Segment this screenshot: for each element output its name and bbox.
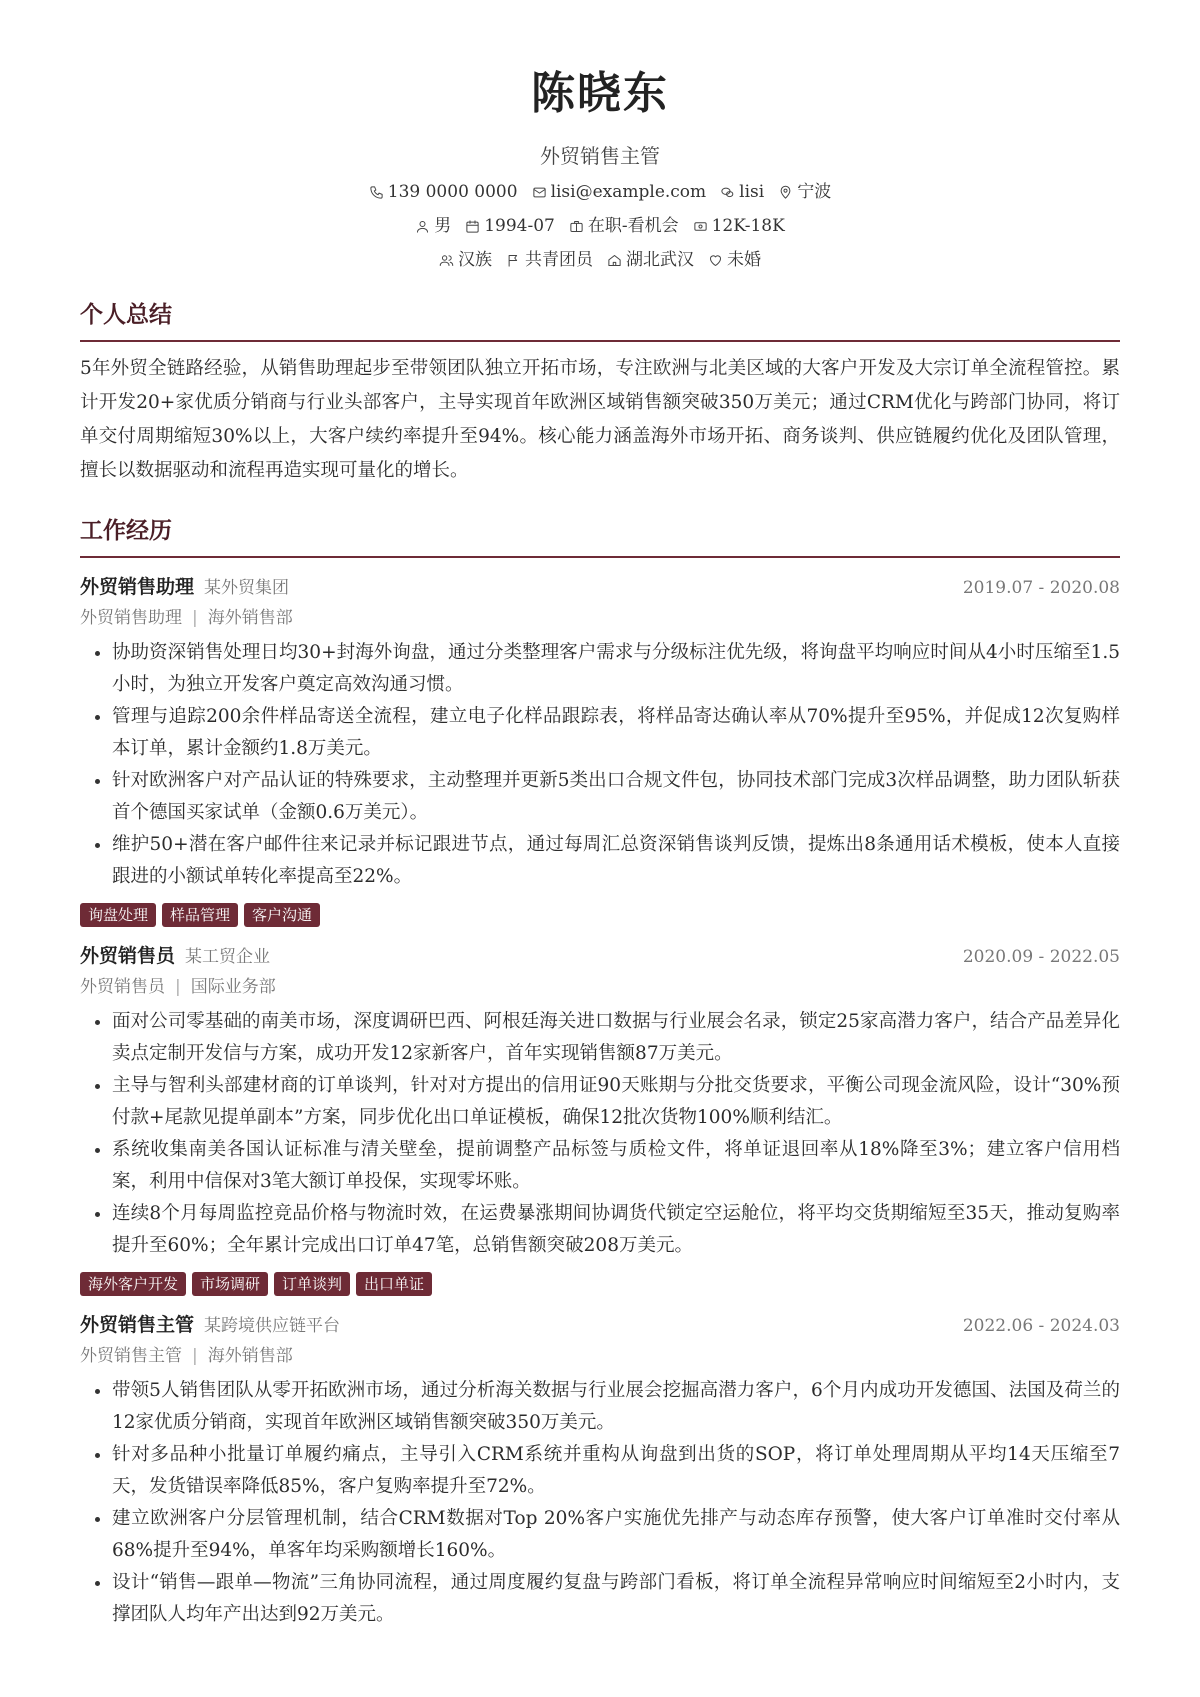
job-bullets (80, 637, 1120, 893)
skill-tag: 海外客户开发 (80, 1272, 186, 1296)
home-icon (607, 253, 622, 268)
summary-section (80, 298, 1120, 488)
contact-location-text: 宁波 (797, 182, 832, 202)
job-role: 外贸销售主管 (80, 1346, 182, 1366)
job-bullet: • 针对多品种小批量订单履约痛点，主导引入CRM系统并重构从询盘到出货的SOP，将订单处理周期从平均14天压缩至7天，发货错误率降低85%，客户复购率提升至72%。 (112, 1439, 1120, 1503)
skill-tag: 客户沟通 (244, 903, 320, 927)
contact-row-3 (80, 248, 1120, 272)
skill-tag: 样品管理 (162, 903, 238, 927)
job-head (80, 1310, 1120, 1341)
job-bullets (80, 1006, 1120, 1262)
job-title: 外贸销售主管 (80, 1314, 195, 1336)
user-icon (415, 219, 430, 234)
contact-phone (369, 180, 518, 204)
info-status-text: 在职-看机会 (587, 216, 679, 236)
contact-location (778, 180, 831, 204)
summary-text: 5年外贸全链路经验，从销售助理起步至带领团队独立开拓市场，专注欧洲与北美区域的大客户开发及大宗订单全流程管控。累计开发20+家优质分销商与行业头部客户，主导实现首年欧洲区域销售额突破350万美元；通过CRM优化与跨部门协同，将订单交付周期缩短30%以上，大客户续约率提升至94%。核心能力涵盖海外市场开拓、商务谈判、供应链履约优化及团队管理，擅长以数据驱动和流程再造实现可量化的增长。 (80, 358, 1120, 481)
job-subtitle-separator: | (192, 608, 198, 628)
job-subtitle (80, 603, 1120, 633)
job-head (80, 572, 1120, 603)
job-date: 2019.07 - 2020.08 (962, 578, 1120, 598)
contact-email-text: lisi@example.com (550, 182, 707, 202)
job-title: 外贸销售员 (80, 945, 176, 967)
candidate-title: 外贸销售主管 (540, 144, 660, 168)
contact-row-2 (80, 214, 1120, 238)
info-salary (693, 214, 785, 238)
summary-section-title: 个人总结 (80, 298, 1120, 342)
job-entry (80, 941, 1120, 1296)
job-subtitle-separator: | (175, 977, 181, 997)
contact-wechat (720, 180, 764, 204)
info-birth (465, 214, 555, 238)
phone-icon (369, 185, 384, 200)
mail-icon (532, 185, 547, 200)
briefcase-icon (569, 219, 584, 234)
job-subtitle (80, 1341, 1120, 1371)
info-politics-text: 共青团员 (525, 250, 593, 270)
job-role: 外贸销售助理 (80, 608, 182, 628)
job-role: 外贸销售员 (80, 977, 165, 997)
job-bullet: • 建立欧洲客户分层管理机制，结合CRM数据对Top 20%客户实施优先排产与动态库存预警，使大客户订单准时交付率从68%提升至94%，单客年均采购额增长160%。 (112, 1503, 1120, 1567)
job-dept: 国际业务部 (190, 977, 276, 997)
job-bullet: • 连续8个月每周监控竞品价格与物流时效，在运费暴涨期间协调货代锁定空运舱位，将平均交货期缩短至35天，推动复购率提升至60%；全年累计完成出口订单47笔，总销售额突破208万美元。 (112, 1198, 1120, 1262)
info-gender-text: 男 (434, 216, 452, 236)
candidate-name: 陈晓东 (531, 68, 669, 119)
info-ethnicity (439, 248, 492, 272)
info-status (569, 214, 679, 238)
job-company: 某工贸企业 (185, 947, 271, 967)
job-title-group (80, 1310, 340, 1341)
job-dept: 海外销售部 (207, 1346, 293, 1366)
experience-section-title: 工作经历 (80, 514, 1120, 558)
contact-row-1 (80, 180, 1120, 204)
job-date: 2020.09 - 2022.05 (962, 947, 1120, 967)
job-subtitle-separator: | (192, 1346, 198, 1366)
resume-header (80, 0, 1120, 272)
job-tags (80, 1272, 1120, 1296)
job-title: 外贸销售助理 (80, 576, 195, 598)
skill-tag: 市场调研 (192, 1272, 268, 1296)
info-gender (415, 214, 451, 238)
wechat-icon (720, 185, 735, 200)
job-bullet: • 带领5人销售团队从零开拓欧洲市场，通过分析海关数据与行业展会挖掘高潜力客户，6个月内成功开发德国、法国及荷兰的12家优质分销商，实现首年欧洲区域销售额突破350万美元。 (112, 1375, 1120, 1439)
info-salary-text: 12K-18K (711, 216, 785, 236)
job-company: 某跨境供应链平台 (204, 1316, 341, 1336)
job-tags (80, 903, 1120, 927)
job-dept: 海外销售部 (207, 608, 293, 628)
job-title-group (80, 941, 270, 972)
info-politics (506, 248, 593, 272)
job-bullet: • 系统收集南美各国认证标准与清关壁垒，提前调整产品标签与质检文件，将单证退回率从18%降至3%；建立客户信用档案，利用中信保对3笔大额订单投保，实现零坏账。 (112, 1134, 1120, 1198)
skill-tag: 出口单证 (356, 1272, 432, 1296)
job-title-group (80, 572, 289, 603)
skill-tag: 询盘处理 (80, 903, 156, 927)
job-bullets (80, 1375, 1120, 1631)
info-birth-text: 1994-07 (484, 216, 555, 236)
job-head (80, 941, 1120, 972)
info-marital-text: 未婚 (727, 250, 761, 270)
info-hometown (607, 248, 694, 272)
heart-icon (708, 253, 723, 268)
info-hometown-text: 湖北武汉 (626, 250, 694, 270)
job-bullet: • 设计“销售—跟单—物流”三角协同流程，通过周度履约复盘与跨部门看板，将订单全流程异常响应时间缩短至2小时内，支撑团队人均年产出达到92万美元。 (112, 1567, 1120, 1631)
job-bullet: • 维护50+潜在客户邮件往来记录并标记跟进节点，通过每周汇总资深销售谈判反馈，提炼出8条通用话术模板，使本人直接跟进的小额试单转化率提高至22%。 (112, 829, 1120, 893)
skill-tag: 订单谈判 (274, 1272, 350, 1296)
flag-icon (506, 253, 521, 268)
job-bullet: • 面对公司零基础的南美市场，深度调研巴西、阿根廷海关进口数据与行业展会名录，锁定25家高潜力客户，结合产品差异化卖点定制开发信与方案，成功开发12家新客户，首年实现销售额87万美元。 (112, 1006, 1120, 1070)
job-subtitle (80, 972, 1120, 1002)
job-entry (80, 1310, 1120, 1631)
experience-section (80, 514, 1120, 1631)
calendar-icon (465, 219, 480, 234)
location-icon (778, 185, 793, 200)
job-bullet: • 管理与追踪200余件样品寄送全流程，建立电子化样品跟踪表，将样品寄达确认率从70%提升至95%，并促成12次复购样本订单，累计金额约1.8万美元。 (112, 701, 1120, 765)
contact-wechat-text: lisi (739, 182, 765, 202)
job-bullet: • 主导与智利头部建材商的订单谈判，针对对方提出的信用证90天账期与分批交货要求，平衡公司现金流风险，设计“30%预付款+尾款见提单副本”方案，同步优化出口单证模板，确保12批次货物100%顺利结汇。 (112, 1070, 1120, 1134)
job-bullet: • 针对欧洲客户对产品认证的特殊要求，主动整理并更新5类出口合规文件包，协同技术部门完成3次样品调整，助力团队斩获首个德国买家试单（金额0.6万美元）。 (112, 765, 1120, 829)
info-marital (708, 248, 761, 272)
users-icon (439, 253, 454, 268)
contact-email (532, 180, 707, 204)
money-icon (693, 219, 708, 234)
job-date: 2022.06 - 2024.03 (962, 1316, 1120, 1336)
job-bullet: • 协助资深销售处理日均30+封海外询盘，通过分类整理客户需求与分级标注优先级，将询盘平均响应时间从4小时压缩至1.5小时，为独立开发客户奠定高效沟通习惯。 (112, 637, 1120, 701)
contact-phone-text: 139 0000 0000 (387, 182, 518, 202)
job-entry (80, 572, 1120, 927)
job-company: 某外贸集团 (204, 578, 290, 598)
info-ethnicity-text: 汉族 (458, 250, 492, 270)
